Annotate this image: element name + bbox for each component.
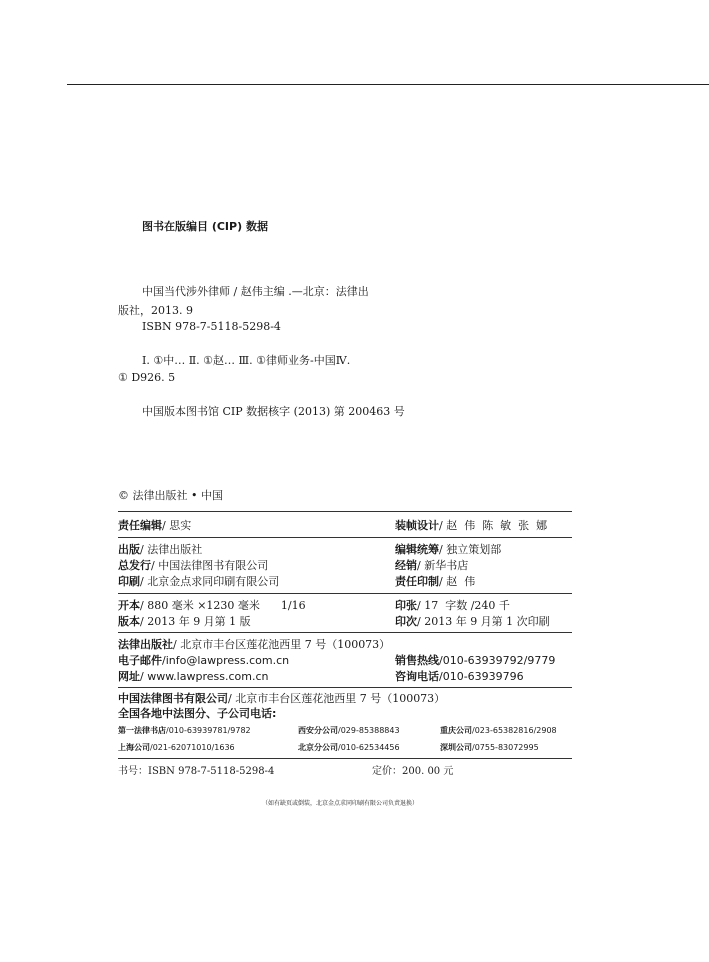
cip-heading: 图书在版编目 (CIP) 数据 xyxy=(142,220,268,233)
divider xyxy=(118,687,572,688)
branch-label: 重庆公司 xyxy=(440,726,472,735)
planning-value: / 独立策划部 xyxy=(439,543,502,556)
divider xyxy=(118,511,572,512)
branch-label: 北京分公司 xyxy=(298,743,338,752)
branch-item xyxy=(118,725,251,736)
branch-item xyxy=(118,742,235,753)
format-row xyxy=(118,597,306,613)
press-address-row xyxy=(118,636,390,652)
publisher-value: / 法律出版社 xyxy=(140,543,203,556)
inquiry-value: /010-63939796 xyxy=(439,670,524,683)
print-resp-label: 责任印制 xyxy=(395,575,439,588)
print-resp-row xyxy=(395,573,475,589)
cip-line-1: 中国当代涉外律师 / 赵伟主编 .—北京：法律出 xyxy=(142,285,369,298)
format-value: / 880 毫米 ×1230 毫米 1/16 xyxy=(140,599,306,612)
sheets-label: 印张 xyxy=(395,599,417,612)
branch-label: 西安分公司 xyxy=(298,726,338,735)
edition-value: / 2013 年 9 月第 1 版 xyxy=(140,615,251,628)
email-label: 电子邮件 xyxy=(118,654,162,667)
printer-value: / 北京金点求同印刷有限公司 xyxy=(140,575,280,588)
seller-row xyxy=(395,557,468,573)
divider xyxy=(118,593,572,594)
hotline-value: /010-63939792/9779 xyxy=(439,654,556,667)
divider xyxy=(118,632,572,633)
hotline-row xyxy=(395,652,555,668)
planning-row xyxy=(395,541,501,557)
cip-line-4: Ⅰ. ①中… Ⅱ. ①赵… Ⅲ. ①律师业务-中国Ⅳ. xyxy=(142,354,351,367)
seller-value: / 新华书店 xyxy=(417,559,469,572)
design-row xyxy=(395,517,547,533)
distributor-value: / 中国法律图书有限公司 xyxy=(151,559,269,572)
return-notice: （如有缺页或倒装，北京金点求同印刷有限公司负责退换） xyxy=(262,800,419,807)
seller-label: 经销 xyxy=(395,559,417,572)
branch-item xyxy=(440,742,539,753)
branch-phone: /0755-83072995 xyxy=(472,743,539,752)
branch-phone: /029-85388843 xyxy=(338,726,400,735)
cip-verify: 中国版本图书馆 CIP 数据核字 (2013) 第 200463 号 xyxy=(142,405,405,418)
design-value: / 赵 伟 陈 敏 张 娜 xyxy=(439,519,548,532)
branch-phone: /010-63939781/9782 xyxy=(166,726,251,735)
isbn-line: 书号：ISBN 978-7-5118-5298-4 xyxy=(118,766,275,777)
press-label: 法律出版社 xyxy=(118,638,173,651)
printer-label: 印刷 xyxy=(118,575,140,588)
cip-line-5: ① D926. 5 xyxy=(118,371,176,384)
cip-isbn: ISBN 978-7-5118-5298-4 xyxy=(142,320,281,333)
company-row xyxy=(118,690,445,706)
distributor-label: 总发行 xyxy=(118,559,151,572)
format-label: 开本 xyxy=(118,599,140,612)
press-value: / 北京市丰台区莲花池西里 7 号（100073） xyxy=(173,638,391,651)
branch-item xyxy=(298,725,400,736)
printer-row xyxy=(118,573,279,589)
editor-value: / 思实 xyxy=(162,519,192,532)
inquiry-label: 咨询电话 xyxy=(395,670,439,683)
edition-label: 版本 xyxy=(118,615,140,628)
editor-label: 责任编辑 xyxy=(118,519,162,532)
sheets-row xyxy=(395,597,510,613)
web-value[interactable]: / www.lawpress.com.cn xyxy=(140,670,269,683)
email-row xyxy=(118,652,289,668)
distributor-row xyxy=(118,557,268,573)
edition-row xyxy=(118,613,251,629)
web-label: 网址 xyxy=(118,670,140,683)
divider xyxy=(118,537,572,538)
editor-row xyxy=(118,517,191,533)
branch-label: 上海公司 xyxy=(118,743,150,752)
cip-line-2: 版社，2013. 9 xyxy=(118,304,193,317)
web-row xyxy=(118,668,268,684)
branches-heading: 全国各地中法图分、子公司电话: xyxy=(118,707,277,720)
company-label: 中国法律图书有限公司 xyxy=(118,692,228,705)
publisher-label: 出版 xyxy=(118,543,140,556)
copyright-line: © 法律出版社 • 中国 xyxy=(118,489,223,502)
printing-row xyxy=(395,613,550,629)
sheets-value: / 17 字数 /240 千 xyxy=(417,599,510,612)
email-value[interactable]: /info@lawpress.com.cn xyxy=(162,654,290,667)
print-resp-value: / 赵 伟 xyxy=(439,575,476,588)
printing-label: 印次 xyxy=(395,615,417,628)
company-value: / 北京市丰台区莲花池西里 7 号（100073） xyxy=(228,692,446,705)
inquiry-row xyxy=(395,668,524,684)
hotline-label: 销售热线 xyxy=(395,654,439,667)
branch-item xyxy=(298,742,400,753)
branch-item xyxy=(440,725,557,736)
branch-label: 深圳公司 xyxy=(440,743,472,752)
planning-label: 编辑统筹 xyxy=(395,543,439,556)
divider xyxy=(118,758,572,759)
branch-phone: /010-62534456 xyxy=(338,743,400,752)
top-rule xyxy=(67,84,709,85)
branch-phone: /023-65382816/2908 xyxy=(472,726,557,735)
branch-phone: /021-62071010/1636 xyxy=(150,743,235,752)
printing-value: / 2013 年 9 月第 1 次印刷 xyxy=(417,615,550,628)
design-label: 装帧设计 xyxy=(395,519,439,532)
publisher-row xyxy=(118,541,202,557)
branch-label: 第一法律书店 xyxy=(118,726,166,735)
price-line: 定价：200. 00 元 xyxy=(372,766,454,777)
